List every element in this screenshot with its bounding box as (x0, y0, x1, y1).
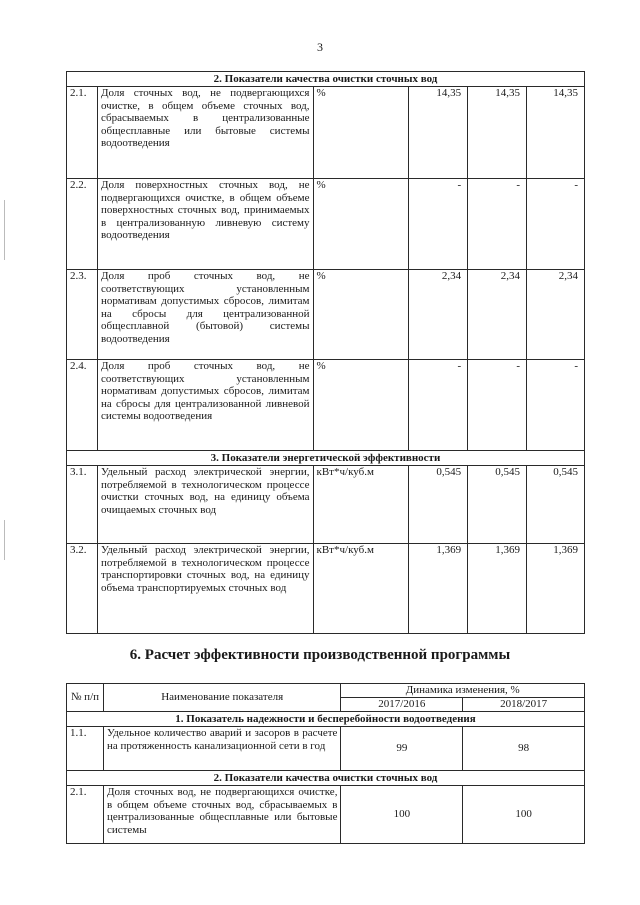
row-value: 0,545 (468, 466, 527, 544)
row-number: 2.4. (67, 360, 98, 451)
row-value: 1,369 (468, 544, 527, 634)
row-number: 2.2. (67, 179, 98, 270)
row-value: 98 (463, 727, 585, 771)
scan-margin-mark (4, 520, 5, 560)
efficiency-table (66, 683, 585, 844)
row-description: Удельный расход электрической энергии, потребляемой в технологическом процессе транспортировки сточных вод, на единицу объема транспортируемых сточных вод (97, 544, 313, 634)
row-description: Удельное количество аварий и засоров в расчете на протяженность канализационной сети в год (103, 727, 341, 771)
row-value: - (409, 360, 468, 451)
section-header-reliability: 1. Показатель надежности и бесперебойности водоотведения (67, 712, 585, 727)
header-period-1: 2017/2016 (341, 698, 463, 712)
table-row (67, 360, 585, 451)
scan-margin-mark (4, 200, 5, 260)
header-period-2: 2018/2017 (463, 698, 585, 712)
section-header-quality: 2. Показатели качества очистки сточных вод (67, 72, 585, 87)
row-number: 3.2. (67, 544, 98, 634)
row-number: 3.1. (67, 466, 98, 544)
row-value: - (468, 360, 527, 451)
row-value: 1,369 (527, 544, 585, 634)
row-unit: % (313, 179, 409, 270)
header-number: № п/п (67, 684, 104, 712)
row-value: 100 (341, 786, 463, 844)
section-header-quality: 2. Показатели качества очистки сточных вод (67, 771, 585, 786)
row-number: 2.1. (67, 786, 104, 844)
row-unit: кВт*ч/куб.м (313, 544, 409, 634)
row-description: Удельный расход электрической энергии, потребляемой в технологическом процессе очистки сточных вод, на единицу объема очищаемых сточных вод (97, 466, 313, 544)
table-row (67, 727, 585, 771)
page-number: 3 (317, 40, 323, 54)
row-value: 14,35 (409, 87, 468, 179)
row-value: 100 (463, 786, 585, 844)
row-unit: кВт*ч/куб.м (313, 466, 409, 544)
section-6-title: 6. Расчет эффективности производственной программы (129, 647, 511, 663)
table-row (67, 466, 585, 544)
header-dynamics: Динамика изменения, % (341, 684, 585, 698)
indicators-table (66, 71, 585, 634)
row-description: Доля проб сточных вод, не соответствующих установленным нормативам допустимых сбросов, лимитам на сбросы для централизованной общесплавной (бытовой) системы водоотведения (97, 270, 313, 360)
table-row (67, 87, 585, 179)
row-number: 2.3. (67, 270, 98, 360)
table-row (67, 786, 585, 844)
row-value: 99 (341, 727, 463, 771)
row-value: 14,35 (527, 87, 585, 179)
row-value: 2,34 (468, 270, 527, 360)
row-number: 2.1. (67, 87, 98, 179)
row-description: Доля сточных вод, не подвергающихся очистке, в общем объеме сточных вод, сбрасываемых в централизованные общесплавные или бытовые системы (103, 786, 341, 844)
row-number: 1.1. (67, 727, 104, 771)
row-value: 1,369 (409, 544, 468, 634)
table-row (67, 270, 585, 360)
row-value: 2,34 (527, 270, 585, 360)
row-value: 0,545 (527, 466, 585, 544)
section-header-energy: 3. Показатели энергетической эффективности (67, 451, 585, 466)
row-value: - (527, 179, 585, 270)
row-value: - (527, 360, 585, 451)
row-description: Доля поверхностных сточных вод, не подвергающихся очистке, в общем объеме поверхностных сточных вод, принимаемых в централизованную ливневую систему водоотведения (97, 179, 313, 270)
row-description: Доля проб сточных вод, не соответствующих установленным нормативам допустимых сбросов, лимитам на сбросы для централизованной ливневой системы водоотведения (97, 360, 313, 451)
row-value: - (409, 179, 468, 270)
row-unit: % (313, 87, 409, 179)
row-unit: % (313, 360, 409, 451)
header-name: Наименование показателя (103, 684, 341, 712)
table-row (67, 544, 585, 634)
row-value: - (468, 179, 527, 270)
row-description: Доля сточных вод, не подвергающихся очистке, в общем объеме сточных вод, сбрасываемых в централизованные общесплавные или бытовые системы водоотведения (97, 87, 313, 179)
table-row (67, 179, 585, 270)
row-value: 0,545 (409, 466, 468, 544)
row-unit: % (313, 270, 409, 360)
row-value: 14,35 (468, 87, 527, 179)
row-value: 2,34 (409, 270, 468, 360)
